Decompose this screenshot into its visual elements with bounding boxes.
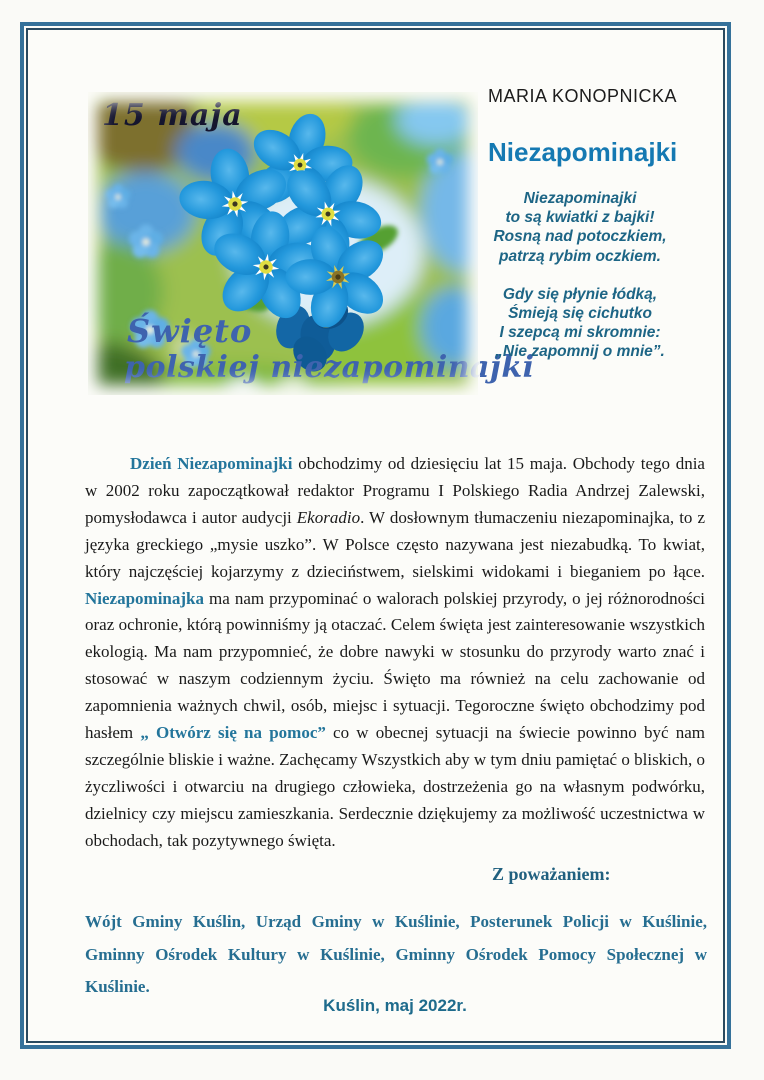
poem-line: „Nie zapomnij o mnie”. [495, 343, 665, 361]
poem [458, 189, 702, 362]
poem-stanza-2 [458, 285, 702, 362]
poem-line: Rosną nad potoczkiem, [493, 228, 667, 246]
photo-caption-line1: Święto [127, 312, 253, 350]
photo-caption-line2: polskiej niezapominajki [124, 350, 535, 385]
poem-line: Śmieją się cichutko [508, 305, 652, 323]
poem-line: Niezapominajki [523, 190, 637, 207]
poem-line: to są kwiatki z bajki! [505, 209, 655, 227]
regards-label: Z poważaniem: [492, 864, 611, 884]
place-date: Kuślin, maj 2022r. [323, 996, 467, 1015]
body-segment: . W dosłownym tłumaczeniu niezapominajka, to z języka greckiego „mysie uszko”. W Polsce często nazywana jest niezabudką. To kwiat, który najczęściej kojarzymy z dzieciństwem, sielskimi widokami i bieganiem po łące. [85, 507, 705, 581]
body-segment: obchodzimy od dziesięciu lat 15 maja. Obchody tego dnia w 2002 roku zapoczątkował redaktor Programu I Polskiego Radia Andrzej Zalewski, pomysłodawca i autor audycji [85, 454, 705, 527]
body-segment: Niezapominajka [85, 588, 204, 608]
poem-line: patrzą rybim oczkiem. [499, 247, 661, 265]
body-paragraph [85, 451, 705, 855]
document-title: Niezapominajki [488, 137, 678, 167]
body-segment: co w obecnej sytuacji na świecie powinno być nam szczególnie bliskie i ważne. Zachęcamy Wszystkich aby w tym dniu pamiętać o bliskich, o życzliwości i otwarciu na drugiego człowieka, dostrzeżenia go na własnym podwórku, dzielnicy czy miejscu zamieszkania. Serdecznie dziękujemy za możliwość uczestnictwa w obchodach, tak pozytywnego święta. [85, 723, 705, 850]
poem-stanza-1 [458, 189, 702, 266]
body-segment: Ekoradio [296, 507, 361, 527]
poem-line: Gdy się płynie łódką, [502, 285, 658, 303]
photo-date-label: 15 maja [102, 98, 243, 133]
signature-line: Wójt Gminy Kuślin, Urząd Gminy w Kuślinie, Posterunek Policji w Kuślinie, Gminny Ośrodek Kultury w Kuślinie, Gminny Ośrodek Pomocy Społecznej w Kuślinie. [85, 912, 707, 996]
body-segment: „ Otwórz się na pomoc” [140, 723, 326, 743]
poem-line: I szepcą mi skromnie: [499, 324, 661, 342]
forget-me-not-photo [88, 92, 535, 395]
body-segment: ma nam przypominać o walorach polskiej przyrody, o jej różnorodności oraz ochronie, którą powinniśmy ją otaczać. Celem święta jest zainteresowanie wszystkich ekologią. Ma nam przypomnieć, że dobre nawyki w stosunku do przyrody warto znać i stosować w naszym codziennym życiu. Święto ma również na celu zachowanie od zapomnienia ważnych chwil, osób, miejsc i sytuacji. Tegoroczne święto obchodzimy pod hasłem [85, 588, 705, 743]
author-name: MARIA KONOPNICKA [488, 86, 678, 106]
body-segment: Dzień Niezapominajki [130, 454, 293, 473]
